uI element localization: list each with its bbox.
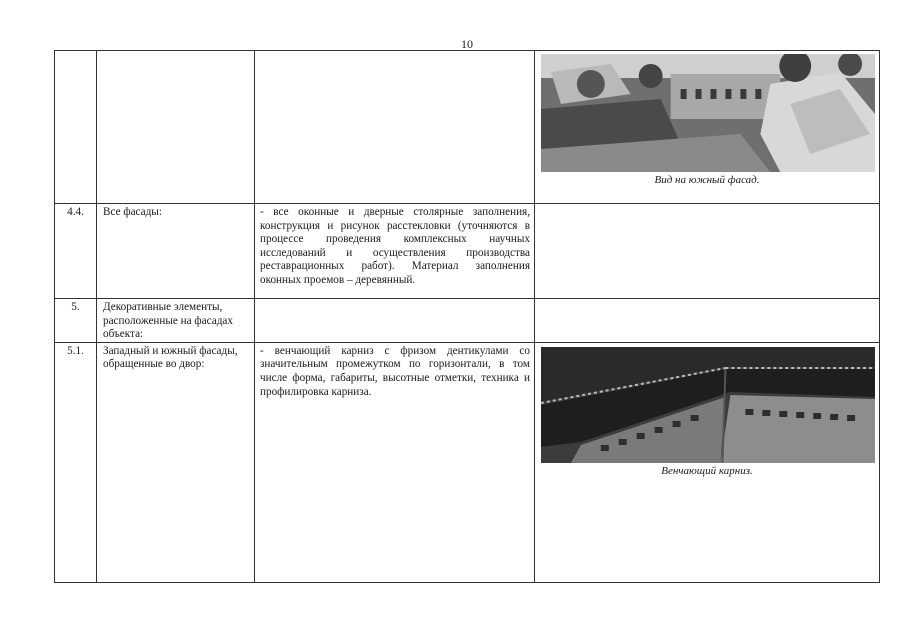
table-row	[55, 342, 880, 582]
row-number-cell: 4.4.	[55, 204, 97, 299]
element-description-cell	[255, 299, 535, 343]
photo-cell	[535, 204, 880, 299]
photo-cell	[535, 342, 880, 582]
photo-caption: Вид на южный фасад.	[654, 174, 760, 186]
row-number-cell: 5.1.	[55, 342, 97, 582]
cornice-photo	[541, 347, 875, 463]
element-description-cell	[255, 51, 535, 204]
photo-cell	[535, 51, 880, 204]
photo-cell	[535, 299, 880, 343]
element-name-cell: Все фасады:	[97, 204, 255, 299]
element-name-cell	[97, 51, 255, 204]
table-row	[55, 204, 880, 299]
element-description-cell: - все оконные и дверные столярные заполнения, конструкция и рисунок расстекловки (уточняются в процессе проведения комплексных научных исследований и осуществления производства реставрационных работ). Материал заполнения оконных проемов – деревянный.	[255, 204, 535, 299]
element-description-cell: - венчающий карниз с фризом дентикулами со значительным промежутком по горизонтали, в том числе форма, габариты, высотные отметки, техника и профилировка карниза.	[255, 342, 535, 582]
photo-caption: Венчающий карниз.	[661, 464, 753, 477]
row-number-cell	[55, 51, 97, 204]
south-facade-photo	[541, 54, 875, 172]
element-name-cell: Западный и южный фасады, обращенные во двор:	[97, 342, 255, 582]
row-number-cell: 5.	[55, 299, 97, 343]
element-name-cell: Декоративные элементы, расположенные на фасадах объекта:	[97, 299, 255, 343]
table-row	[55, 51, 880, 204]
table-row	[55, 299, 880, 343]
protected-elements-table	[54, 50, 880, 583]
page-number: 10	[461, 37, 473, 51]
